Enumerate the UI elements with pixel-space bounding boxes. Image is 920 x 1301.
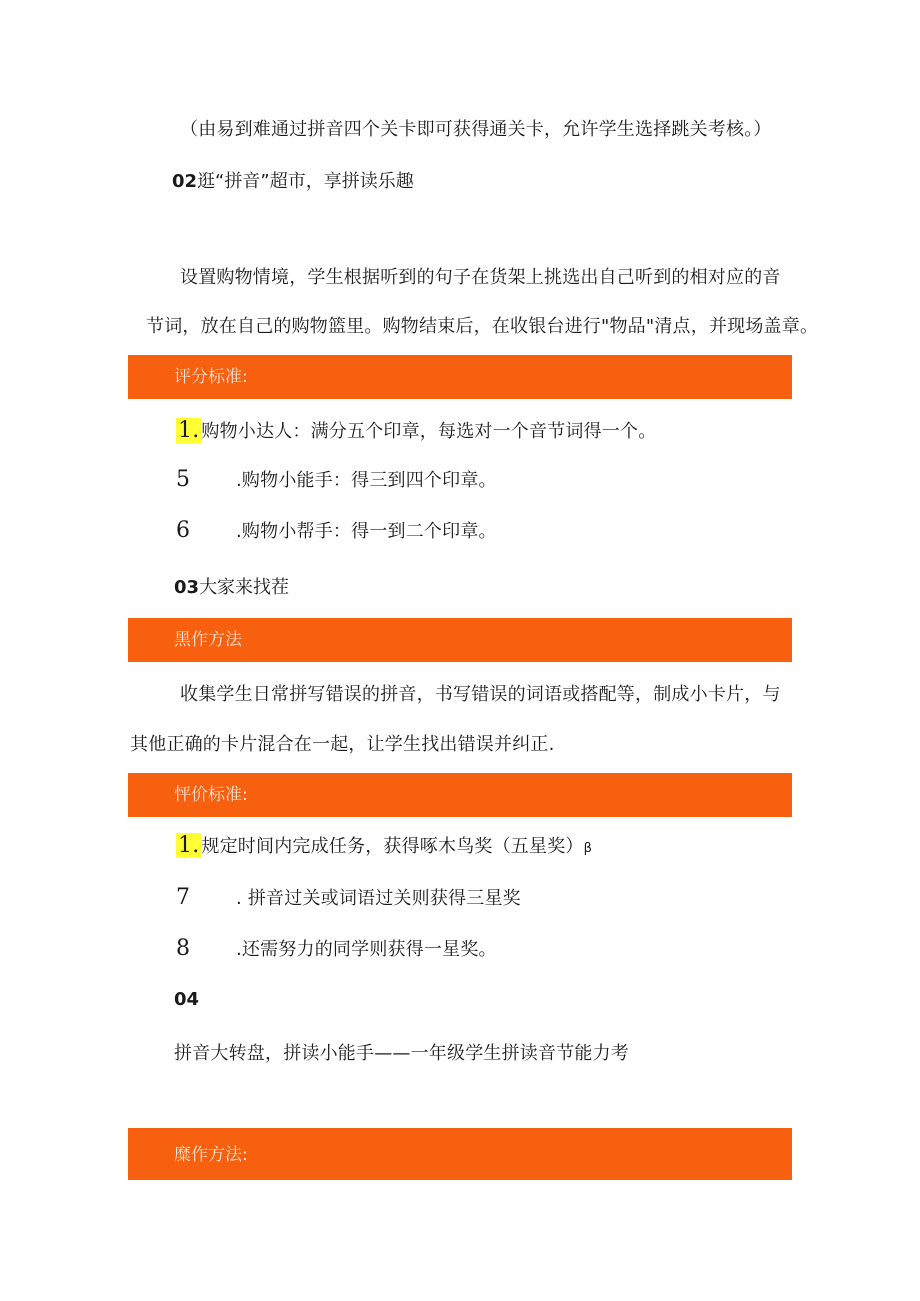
item-number: 5 xyxy=(176,467,191,492)
scoring-criteria-bar xyxy=(128,355,792,399)
section-title: 逛“拼音”超市，享拼读乐趣 xyxy=(197,171,414,192)
bar-label: 评分标准: xyxy=(174,367,248,387)
item-number: 6 xyxy=(176,518,191,543)
section-title: 大家来找茬 xyxy=(199,577,290,598)
criteria-item xyxy=(176,419,656,444)
section-04-number xyxy=(174,988,199,1012)
criteria-item xyxy=(176,834,592,861)
item-text: 规定时间内完成任务，获得啄木鸟奖（五星奖） xyxy=(201,836,584,857)
bar-label: 黑作方法 xyxy=(174,630,242,650)
item-text: .购物小能手：得三到四个印章。 xyxy=(236,470,497,491)
item-number: 1. xyxy=(178,833,200,858)
item-number: 8 xyxy=(176,936,191,961)
item-text: . 拼音过关或词语过关则获得三星奖 xyxy=(236,888,521,909)
item-suffix: β xyxy=(583,841,593,856)
section-number: 04 xyxy=(174,989,200,1010)
method-bar xyxy=(128,1128,792,1180)
evaluation-criteria-bar xyxy=(128,773,792,817)
section-02-desc-line1: 设置购物情境，学生根据听到的句子在货架上挑选出自己听到的相对应的音 xyxy=(180,267,781,288)
section-number: 03 xyxy=(174,577,200,598)
item-number: 7 xyxy=(176,885,191,910)
intro-note: （由易到难通过拼音四个关卡即可获得通关卡，允许学生选择跳关考核。） xyxy=(180,119,772,140)
item-text: 购物小达人：满分五个印章，每选对一个音节词得一个。 xyxy=(201,421,657,442)
criteria-item xyxy=(176,937,497,962)
section-02-desc-line2: 节词，放在自己的购物篮里。购物结束后，在收银台进行"物品"清点，并现场盖章。 xyxy=(146,316,819,337)
section-03-heading xyxy=(174,576,289,600)
item-text: .购物小帮手：得一到二个印章。 xyxy=(236,521,497,542)
section-04-title: 拼音大转盘，拼读小能手——一年级学生拼读音节能力考 xyxy=(174,1043,629,1064)
section-03-desc-line2: 其他正确的卡片混合在一起，让学生找出错误并纠正. xyxy=(130,734,555,755)
method-bar xyxy=(128,618,792,662)
item-text: .还需努力的同学则获得一星奖。 xyxy=(236,939,497,960)
criteria-item xyxy=(176,886,521,911)
bar-label: 糜作方法: xyxy=(174,1145,248,1165)
section-number: 02 xyxy=(172,171,198,192)
criteria-item xyxy=(176,519,497,544)
bar-label: 怦价标准: xyxy=(174,785,248,805)
section-03-desc-line1: 收集学生日常拼写错误的拼音，书写错误的词语或搭配等，制成小卡片，与 xyxy=(180,684,781,705)
section-02-heading xyxy=(172,170,414,194)
criteria-item xyxy=(176,468,497,493)
item-number: 1. xyxy=(178,418,200,443)
